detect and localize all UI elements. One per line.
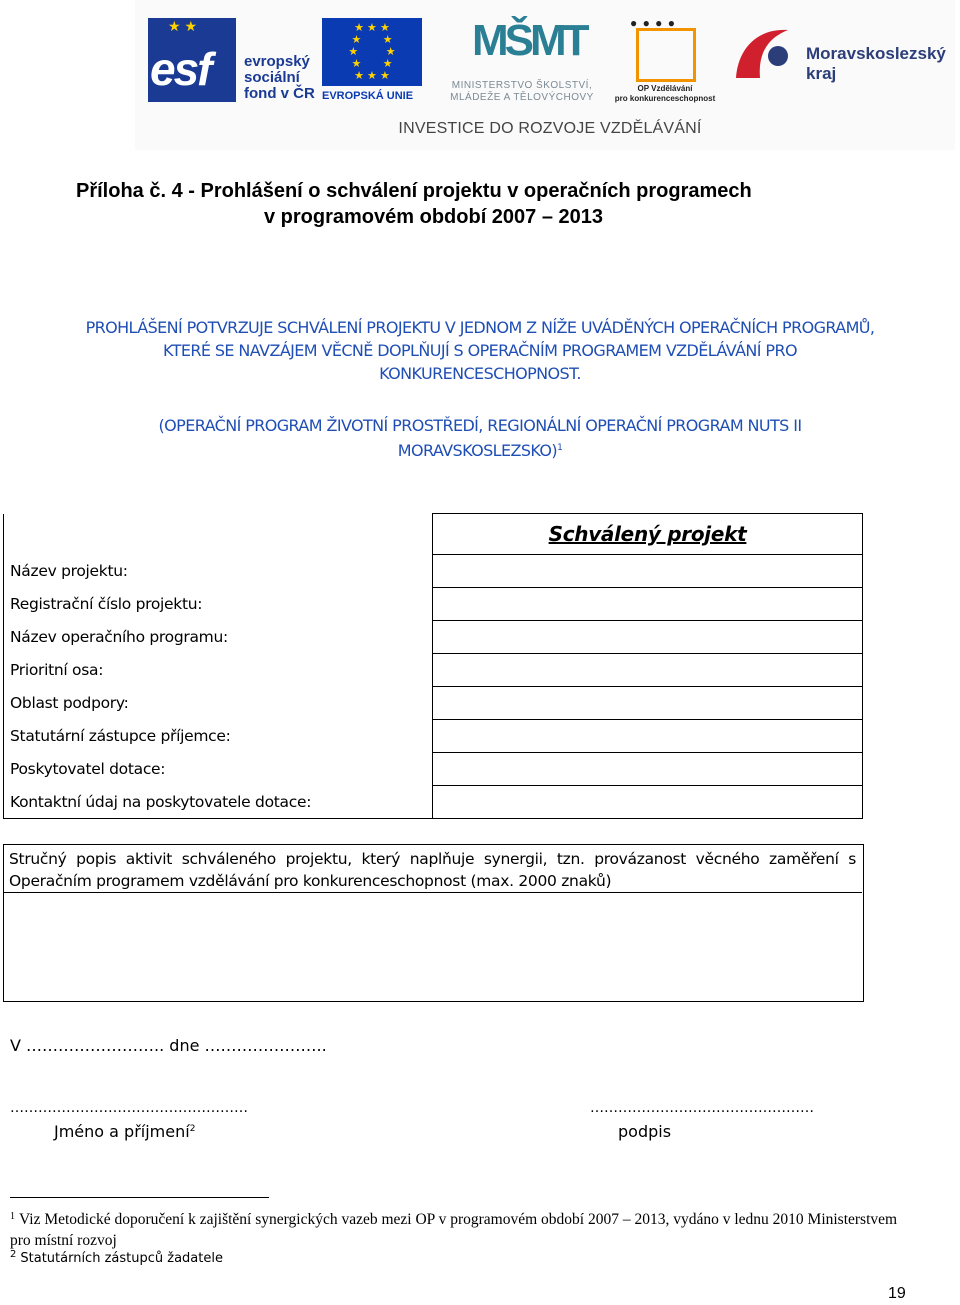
signature-label: podpis (618, 1122, 672, 1141)
esf-line-2: sociální (244, 69, 300, 86)
row-label-priority-axis: Prioritní osa: (4, 654, 433, 687)
statutory-representative-field[interactable] (433, 720, 863, 753)
table-corner (4, 514, 433, 555)
provider-contact-field[interactable] (433, 786, 863, 819)
investice-slogan: INVESTICE DO ROZVOJE VZDĚLÁVÁNÍ (398, 120, 702, 137)
name-label-text: Jméno a příjmení (54, 1122, 190, 1141)
eu-label: EVROPSKÁ UNIE (322, 90, 414, 102)
table-row (4, 654, 863, 687)
declaration-line-2: KTERÉ SE NAVZÁJEM VĚCNĚ DOPLŇUJÍ S OPERAČNÍM PROGRAMEM VZDĚLÁVÁNÍ PRO (163, 341, 797, 360)
page-number: 19 (888, 1285, 906, 1302)
table-row (4, 555, 863, 588)
name-dots[interactable]: …………………………………………… (10, 1100, 248, 1116)
description-label: Stručný popis aktivit schváleného projektu, který naplňuje synergii, tzn. provázanost věcného zaměření s Operačním programem vzdělávání pro konkurenceschopnost (max. 2000 znaků) (3, 844, 862, 893)
title-line-2: v programovém období 2007 – 2013 (264, 206, 604, 228)
esf-line-1: evropský (244, 53, 310, 70)
msmt-line-1: MINISTERSTVO ŠKOLSTVÍ, (451, 80, 593, 91)
table-row (4, 720, 863, 753)
op-logo-icon (636, 28, 696, 82)
esf-mark: esf (150, 43, 211, 95)
declaration-text (10, 316, 950, 385)
priority-axis-field[interactable] (433, 654, 863, 687)
footnote-2-mark: 2 (10, 1249, 17, 1260)
op-dots-icon: ● ● ● ● (630, 16, 676, 30)
esf-stars-icon: ★ ★ (168, 18, 197, 34)
footnote-divider (10, 1197, 269, 1198)
footnote-1-text: Viz Metodické doporučení k zajištění synergických vazeb mezi OP v programovém období 2007 – 2013, vydáno v lednu 2010 Ministerstvem pro místní rozvoj (10, 1211, 898, 1249)
declaration-line-3: KONKURENCESCHOPNOST. (379, 364, 581, 383)
msk-line-1: Moravskoslezský (806, 44, 946, 63)
esf-line-3: fond v ČR (244, 85, 315, 102)
msk-line-2: kraj (806, 64, 837, 83)
eu-stars-icon: ★ ★ ★ ★ ★ ★ ★ ★ ★ ★ ★ ★ (348, 22, 396, 82)
declaration-line-1: PROHLÁŠENÍ POTVRZUJE SCHVÁLENÍ PROJEKTU V JEDNOM Z NÍŽE UVÁDĚNÝCH OPERAČNÍCH PROGRAMŮ, (85, 318, 875, 337)
footnote-ref-2: 2 (189, 1124, 196, 1134)
msmt-line-2: MLÁDEŽE A TĚLOVÝCHOVY (450, 92, 594, 103)
project-table (3, 513, 863, 819)
programs-note (10, 414, 950, 462)
msk-logo-icon (728, 18, 798, 88)
project-name-field[interactable] (433, 555, 863, 588)
footnote-ref-1: 1 (557, 443, 563, 453)
row-label-grant-provider: Poskytovatel dotace: (4, 753, 433, 786)
signature-dots[interactable]: ………………………………………… (590, 1100, 814, 1116)
place-date-line[interactable]: V …………………….. dne ………………….. (10, 1036, 327, 1055)
row-label-support-area: Oblast podpory: (4, 687, 433, 720)
table-row (4, 588, 863, 621)
title-line-1: Příloha č. 4 - Prohlášení o schválení projektu v operačních programech (76, 180, 752, 202)
support-area-field[interactable] (433, 687, 863, 720)
programs-note-line-2: MORAVSKOSLEZSKO) (397, 441, 558, 460)
name-label (54, 1122, 195, 1141)
msmt-logo: MŠMT (472, 16, 586, 65)
program-name-field[interactable] (433, 621, 863, 654)
page-title (76, 178, 896, 230)
table-header: Schválený projekt (433, 514, 863, 555)
op-line-2: pro konkurenceschopnost (614, 94, 716, 103)
programs-note-line-1: (OPERAČNÍ PROGRAM ŽIVOTNÍ PROSTŘEDÍ, REGIONÁLNÍ OPERAČNÍ PROGRAM NUTS II (158, 416, 802, 435)
row-label-provider-contact: Kontaktní údaj na poskytovatele dotace: (4, 786, 433, 819)
footnote-2 (10, 1249, 223, 1266)
footnote-1 (10, 1206, 910, 1251)
table-row (4, 687, 863, 720)
table-row (4, 753, 863, 786)
row-label-project-name: Název projektu: (4, 555, 433, 588)
footnote-2-text: Statutárních zástupců žadatele (20, 1251, 223, 1266)
table-row (4, 621, 863, 654)
registration-number-field[interactable] (433, 588, 863, 621)
footnote-1-mark: 1 (10, 1211, 15, 1222)
row-label-statutory-representative: Statutární zástupce příjemce: (4, 720, 433, 753)
table-row (4, 786, 863, 819)
op-line-1: OP Vzdělávání (637, 84, 693, 93)
grant-provider-field[interactable] (433, 753, 863, 786)
row-label-registration-number: Registrační číslo projektu: (4, 588, 433, 621)
description-field[interactable] (4, 893, 862, 999)
row-label-program-name: Název operačního programu: (4, 621, 433, 654)
